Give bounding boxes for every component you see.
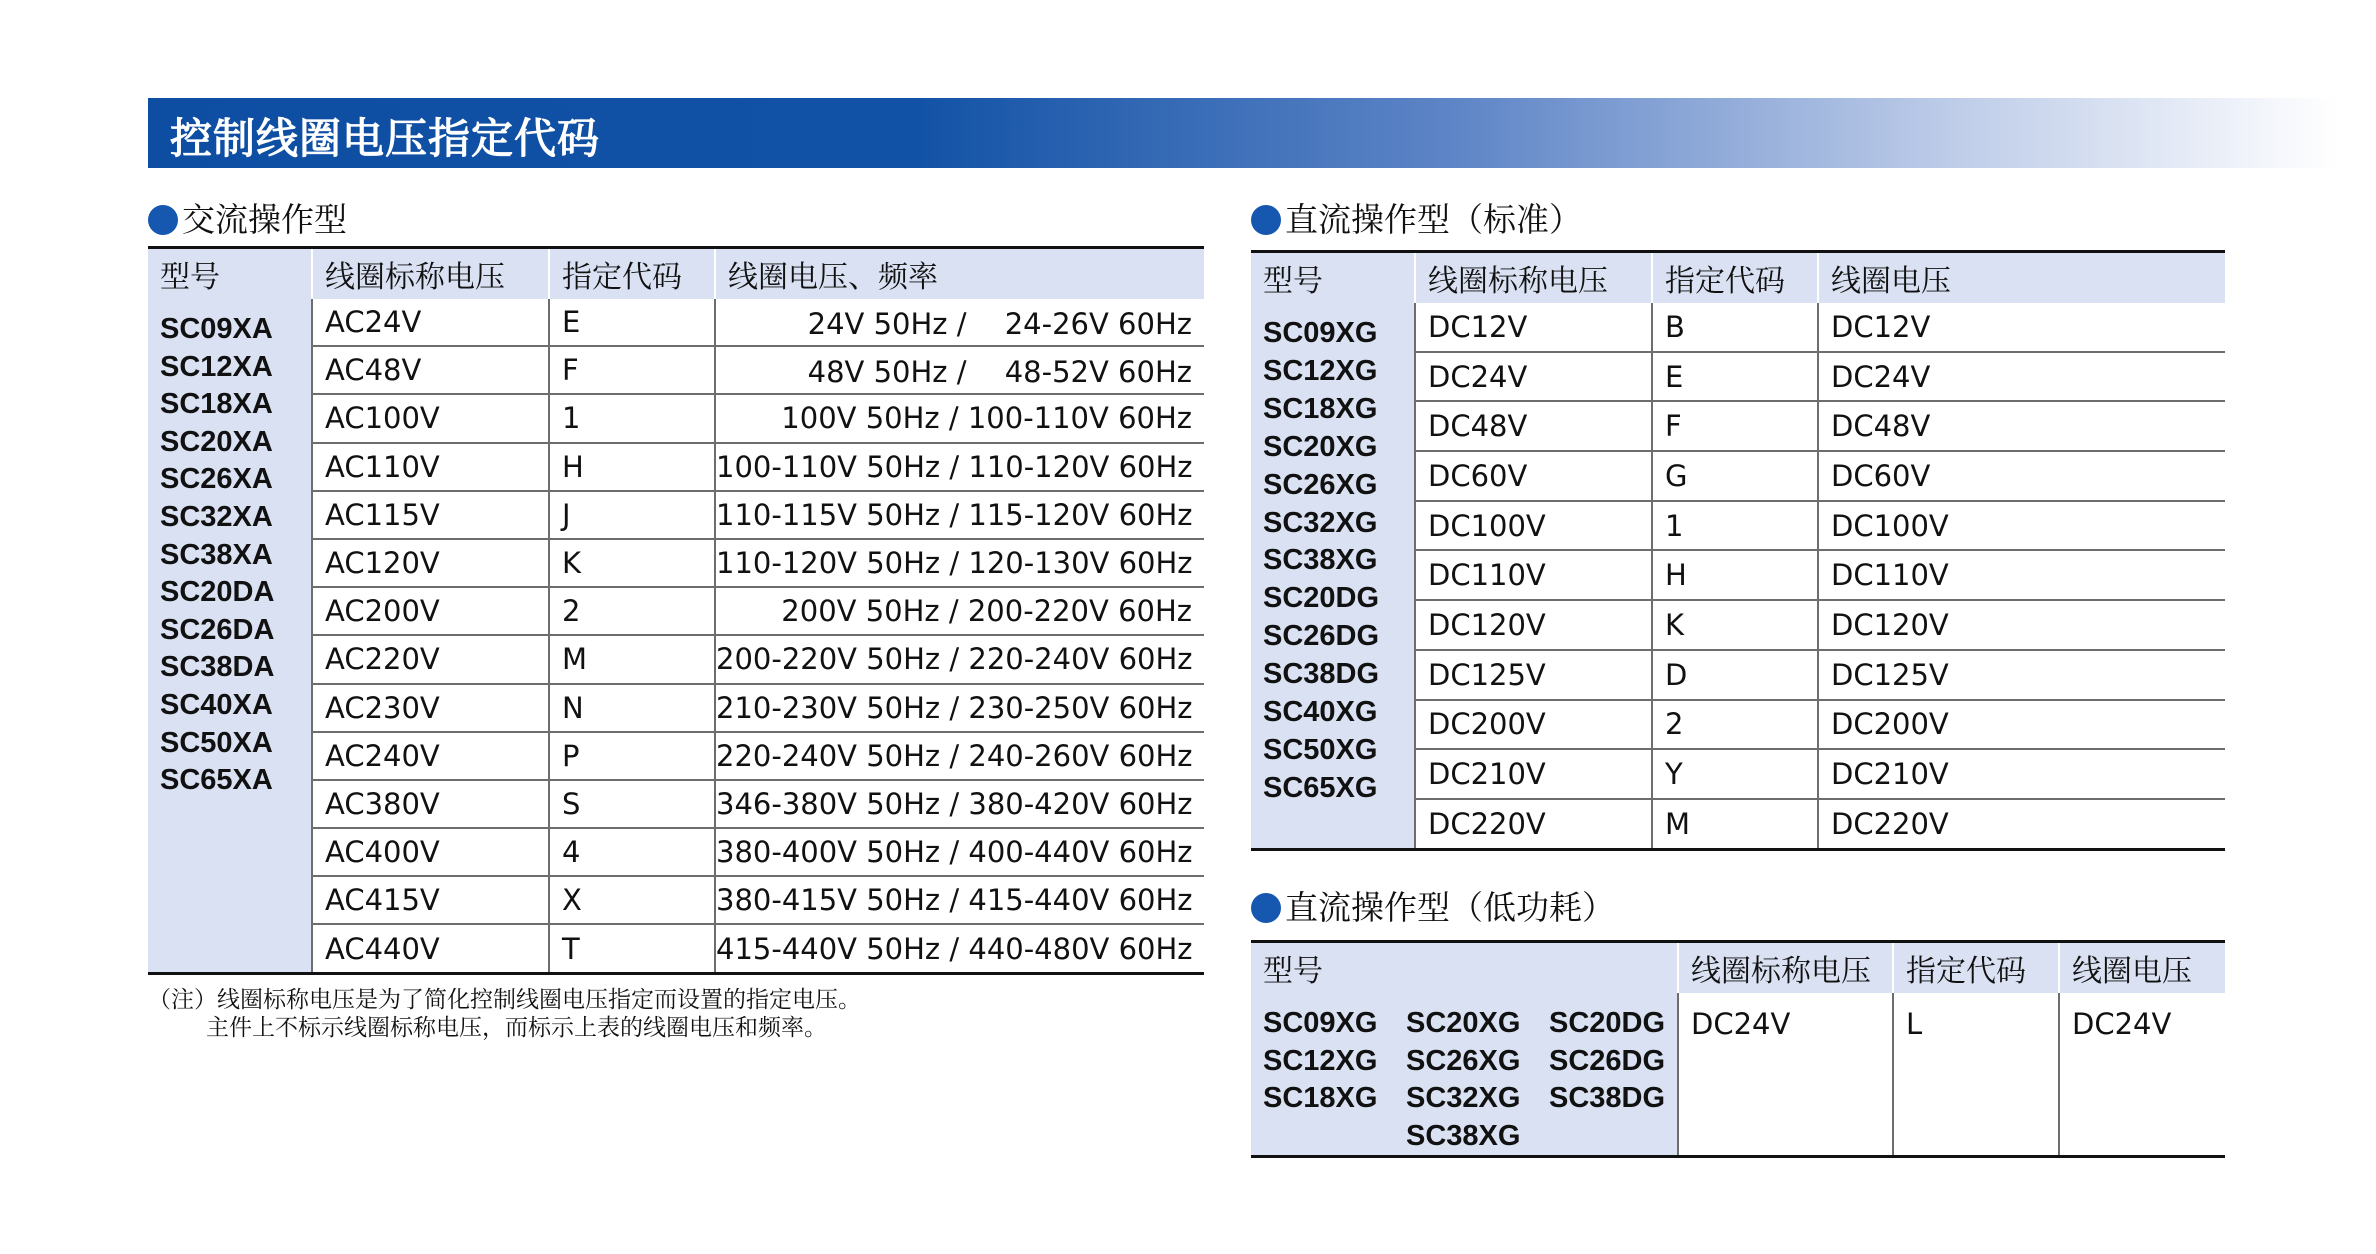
dc-low-model <box>1263 1118 1406 1156</box>
dc-low-header-code: 指定代码 <box>1893 942 2059 994</box>
dc-low-model: SC26XG <box>1406 1044 1521 1077</box>
dc-low-model: SC20XG <box>1406 1007 1521 1039</box>
dc-row <box>1251 303 2225 352</box>
ac-code-cell: 1 <box>549 394 715 442</box>
dc-model: SC20XG <box>1263 430 1378 463</box>
dc-model: SC32XG <box>1263 506 1378 539</box>
ac-nominal-cell: AC48V <box>312 346 549 394</box>
ac-code-cell: H <box>549 443 715 491</box>
dc-model: SC12XG <box>1263 354 1378 387</box>
dc-low-header-nominal: 线圈标称电压 <box>1678 942 1893 994</box>
ac-code-cell: S <box>549 780 715 828</box>
dc-code-cell: B <box>1652 303 1818 352</box>
dc-nominal-cell: DC220V <box>1415 799 1652 849</box>
ac-header-code: 指定代码 <box>549 248 715 300</box>
dc-model: SC09XG <box>1263 317 1378 349</box>
dc-voltage-cell: DC210V <box>1818 749 2225 799</box>
ac-nominal-cell: AC230V <box>312 684 549 732</box>
dc-header-row <box>1251 252 2225 304</box>
dc-nominal-cell: DC200V <box>1415 700 1652 750</box>
dc-header-nominal: 线圈标称电压 <box>1415 252 1652 304</box>
ac-model: SC50XA <box>160 726 273 759</box>
dc-low-nominal-cell: DC24V <box>1678 993 1893 1157</box>
ac-freq-cell: 110-115V 50Hz / 115-120V 60Hz <box>715 491 1204 539</box>
dc-heading <box>1251 200 1582 240</box>
dc-header-code: 指定代码 <box>1652 252 1818 304</box>
dc-nominal-cell: DC120V <box>1415 600 1652 650</box>
footnote-line-1: （注）线圈标称电压是为了简化控制线圈电压指定而设置的指定电压。 <box>148 987 861 1013</box>
ac-nominal-cell: AC100V <box>312 394 549 442</box>
dc-nominal-cell: DC100V <box>1415 501 1652 551</box>
ac-code-cell: X <box>549 876 715 924</box>
dc-code-cell: 2 <box>1652 700 1818 750</box>
ac-code-cell: M <box>549 635 715 683</box>
dc-model: SC38DG <box>1263 658 1380 691</box>
ac-header-freq: 线圈电压、频率 <box>715 248 1204 300</box>
ac-nominal-cell: AC380V <box>312 780 549 828</box>
ac-code-cell: P <box>549 732 715 780</box>
ac-model: SC20DA <box>160 576 275 609</box>
ac-model: SC12XA <box>160 350 273 383</box>
dc-voltage-cell: DC125V <box>1818 650 2225 700</box>
dc-model: SC65XG <box>1263 771 1378 804</box>
ac-code-cell: J <box>549 491 715 539</box>
ac-freq-cell: 380-415V 50Hz / 415-440V 60Hz <box>715 876 1204 924</box>
dc-low-table <box>1251 940 2225 1158</box>
ac-row <box>148 299 1204 346</box>
ac-freq-cell: 380-400V 50Hz / 400-440V 60Hz <box>715 828 1204 876</box>
dc-voltage-cell: DC60V <box>1818 451 2225 501</box>
ac-nominal-cell: AC200V <box>312 587 549 635</box>
dc-low-model: SC38DG <box>1549 1082 1666 1114</box>
dc-nominal-cell: DC60V <box>1415 451 1652 501</box>
ac-nominal-cell: AC120V <box>312 539 549 587</box>
dc-nominal-cell: DC110V <box>1415 550 1652 600</box>
dc-low-model: SC32XG <box>1406 1082 1521 1114</box>
ac-nominal-cell: AC220V <box>312 635 549 683</box>
dc-code-cell: M <box>1652 799 1818 849</box>
ac-freq-cell: 415-440V 50Hz / 440-480V 60Hz <box>715 924 1204 973</box>
ac-model: SC38XA <box>160 538 273 571</box>
dc-code-cell: Y <box>1652 749 1818 799</box>
ac-header-nominal: 线圈标称电压 <box>312 248 549 300</box>
ac-nominal-cell: AC240V <box>312 732 549 780</box>
ac-nominal-cell: AC400V <box>312 828 549 876</box>
dc-model: SC26XG <box>1263 468 1378 501</box>
ac-model: SC38DA <box>160 651 275 684</box>
ac-model: SC26XA <box>160 463 273 496</box>
ac-freq-cell: 100V 50Hz / 100-110V 60Hz <box>715 394 1204 442</box>
ac-freq-cell: 48V 50Hz / 48-52V 60Hz <box>715 346 1204 394</box>
dc-code-cell: G <box>1652 451 1818 501</box>
dc-voltage-cell: DC220V <box>1818 799 2225 849</box>
dc-model: SC20DG <box>1263 582 1380 615</box>
dc-model: SC18XG <box>1263 392 1378 425</box>
dc-low-model: SC12XG <box>1263 1044 1378 1077</box>
dc-voltage-cell: DC110V <box>1818 550 2225 600</box>
dc-low-header-row <box>1251 942 2225 994</box>
bullet-dot-icon <box>1251 205 1281 235</box>
dc-code-cell: D <box>1652 650 1818 700</box>
ac-freq-cell: 210-230V 50Hz / 230-250V 60Hz <box>715 684 1204 732</box>
ac-heading-text: 交流操作型 <box>182 200 347 239</box>
dc-heading-text: 直流操作型（标准） <box>1285 200 1582 239</box>
dc-model: SC50XG <box>1263 733 1378 766</box>
dc-voltage-cell: DC200V <box>1818 700 2225 750</box>
dc-low-model <box>1549 1118 1692 1156</box>
ac-model: SC18XA <box>160 388 273 421</box>
ac-model: SC26DA <box>160 613 275 646</box>
ac-header-model: 型号 <box>148 248 312 300</box>
ac-code-cell: K <box>549 539 715 587</box>
ac-code-cell: 2 <box>549 587 715 635</box>
ac-nominal-cell: AC24V <box>312 299 549 346</box>
dc-low-model: SC18XG <box>1263 1082 1378 1114</box>
dc-code-cell: H <box>1652 550 1818 600</box>
dc-nominal-cell: DC12V <box>1415 303 1652 352</box>
ac-freq-cell: 200V 50Hz / 200-220V 60Hz <box>715 587 1204 635</box>
section-banner <box>148 98 2338 168</box>
ac-nominal-cell: AC415V <box>312 876 549 924</box>
dc-nominal-cell: DC24V <box>1415 352 1652 402</box>
ac-model: SC32XA <box>160 500 273 533</box>
dc-low-heading-text: 直流操作型（低功耗） <box>1285 888 1615 927</box>
ac-freq-cell: 100-110V 50Hz / 110-120V 60Hz <box>715 443 1204 491</box>
dc-low-model: SC38XG <box>1406 1119 1521 1152</box>
dc-code-cell: F <box>1652 401 1818 451</box>
dc-low-row <box>1251 993 2225 1157</box>
dc-voltage-cell: DC48V <box>1818 401 2225 451</box>
dc-low-header-model: 型号 <box>1251 942 1678 994</box>
ac-model: SC40XA <box>160 688 273 721</box>
dc-nominal-cell: DC125V <box>1415 650 1652 700</box>
ac-header-row <box>148 248 1204 300</box>
dc-low-header-voltage: 线圈电压 <box>2059 942 2225 994</box>
dc-code-cell: 1 <box>1652 501 1818 551</box>
dc-voltage-cell: DC100V <box>1818 501 2225 551</box>
dc-low-model-cell <box>1251 993 1678 1157</box>
dc-low-voltage-cell: DC24V <box>2059 993 2225 1157</box>
dc-voltage-cell: DC120V <box>1818 600 2225 650</box>
dc-model: SC38XG <box>1263 544 1378 577</box>
ac-freq-cell: 220-240V 50Hz / 240-260V 60Hz <box>715 732 1204 780</box>
dc-model: SC26DG <box>1263 620 1380 653</box>
dc-header-model: 型号 <box>1251 252 1415 304</box>
ac-freq-cell: 346-380V 50Hz / 380-420V 60Hz <box>715 780 1204 828</box>
dc-model: SC40XG <box>1263 696 1378 729</box>
ac-nominal-cell: AC110V <box>312 443 549 491</box>
ac-code-cell: F <box>549 346 715 394</box>
dc-low-model-grid <box>1263 1005 1677 1155</box>
ac-model: SC09XA <box>160 313 273 345</box>
dc-header-voltage: 线圈电压 <box>1818 252 2225 304</box>
ac-code-cell: E <box>549 299 715 346</box>
footnote <box>148 986 861 1042</box>
ac-code-cell: T <box>549 924 715 973</box>
ac-heading <box>148 200 347 240</box>
bullet-dot-icon <box>1251 893 1281 923</box>
dc-table <box>1251 250 2225 851</box>
dc-nominal-cell: DC48V <box>1415 401 1652 451</box>
ac-freq-cell: 110-120V 50Hz / 120-130V 60Hz <box>715 539 1204 587</box>
ac-code-cell: 4 <box>549 828 715 876</box>
dc-voltage-cell: DC24V <box>1818 352 2225 402</box>
ac-nominal-cell: AC440V <box>312 924 549 973</box>
dc-code-cell: E <box>1652 352 1818 402</box>
dc-low-model: SC09XG <box>1263 1007 1378 1039</box>
ac-model-cell <box>148 299 312 973</box>
ac-freq-cell: 24V 50Hz / 24-26V 60Hz <box>715 299 1204 346</box>
ac-table <box>148 246 1204 975</box>
footnote-line-2: 主件上不标示线圈标称电压，而标示上表的线圈电压和频率。 <box>206 1015 827 1041</box>
dc-model-cell <box>1251 303 1415 849</box>
banner-title: 控制线圈电压指定代码 <box>170 114 601 163</box>
dc-low-model: SC20DG <box>1549 1007 1666 1039</box>
ac-freq-cell: 200-220V 50Hz / 220-240V 60Hz <box>715 635 1204 683</box>
dc-low-code-cell: L <box>1893 993 2059 1157</box>
dc-low-model: SC26DG <box>1549 1044 1666 1077</box>
dc-voltage-cell: DC12V <box>1818 303 2225 352</box>
ac-model: SC65XA <box>160 764 273 797</box>
bullet-dot-icon <box>148 205 178 235</box>
ac-nominal-cell: AC115V <box>312 491 549 539</box>
dc-code-cell: K <box>1652 600 1818 650</box>
ac-code-cell: N <box>549 684 715 732</box>
ac-model: SC20XA <box>160 425 273 458</box>
dc-nominal-cell: DC210V <box>1415 749 1652 799</box>
dc-low-heading <box>1251 888 1615 928</box>
